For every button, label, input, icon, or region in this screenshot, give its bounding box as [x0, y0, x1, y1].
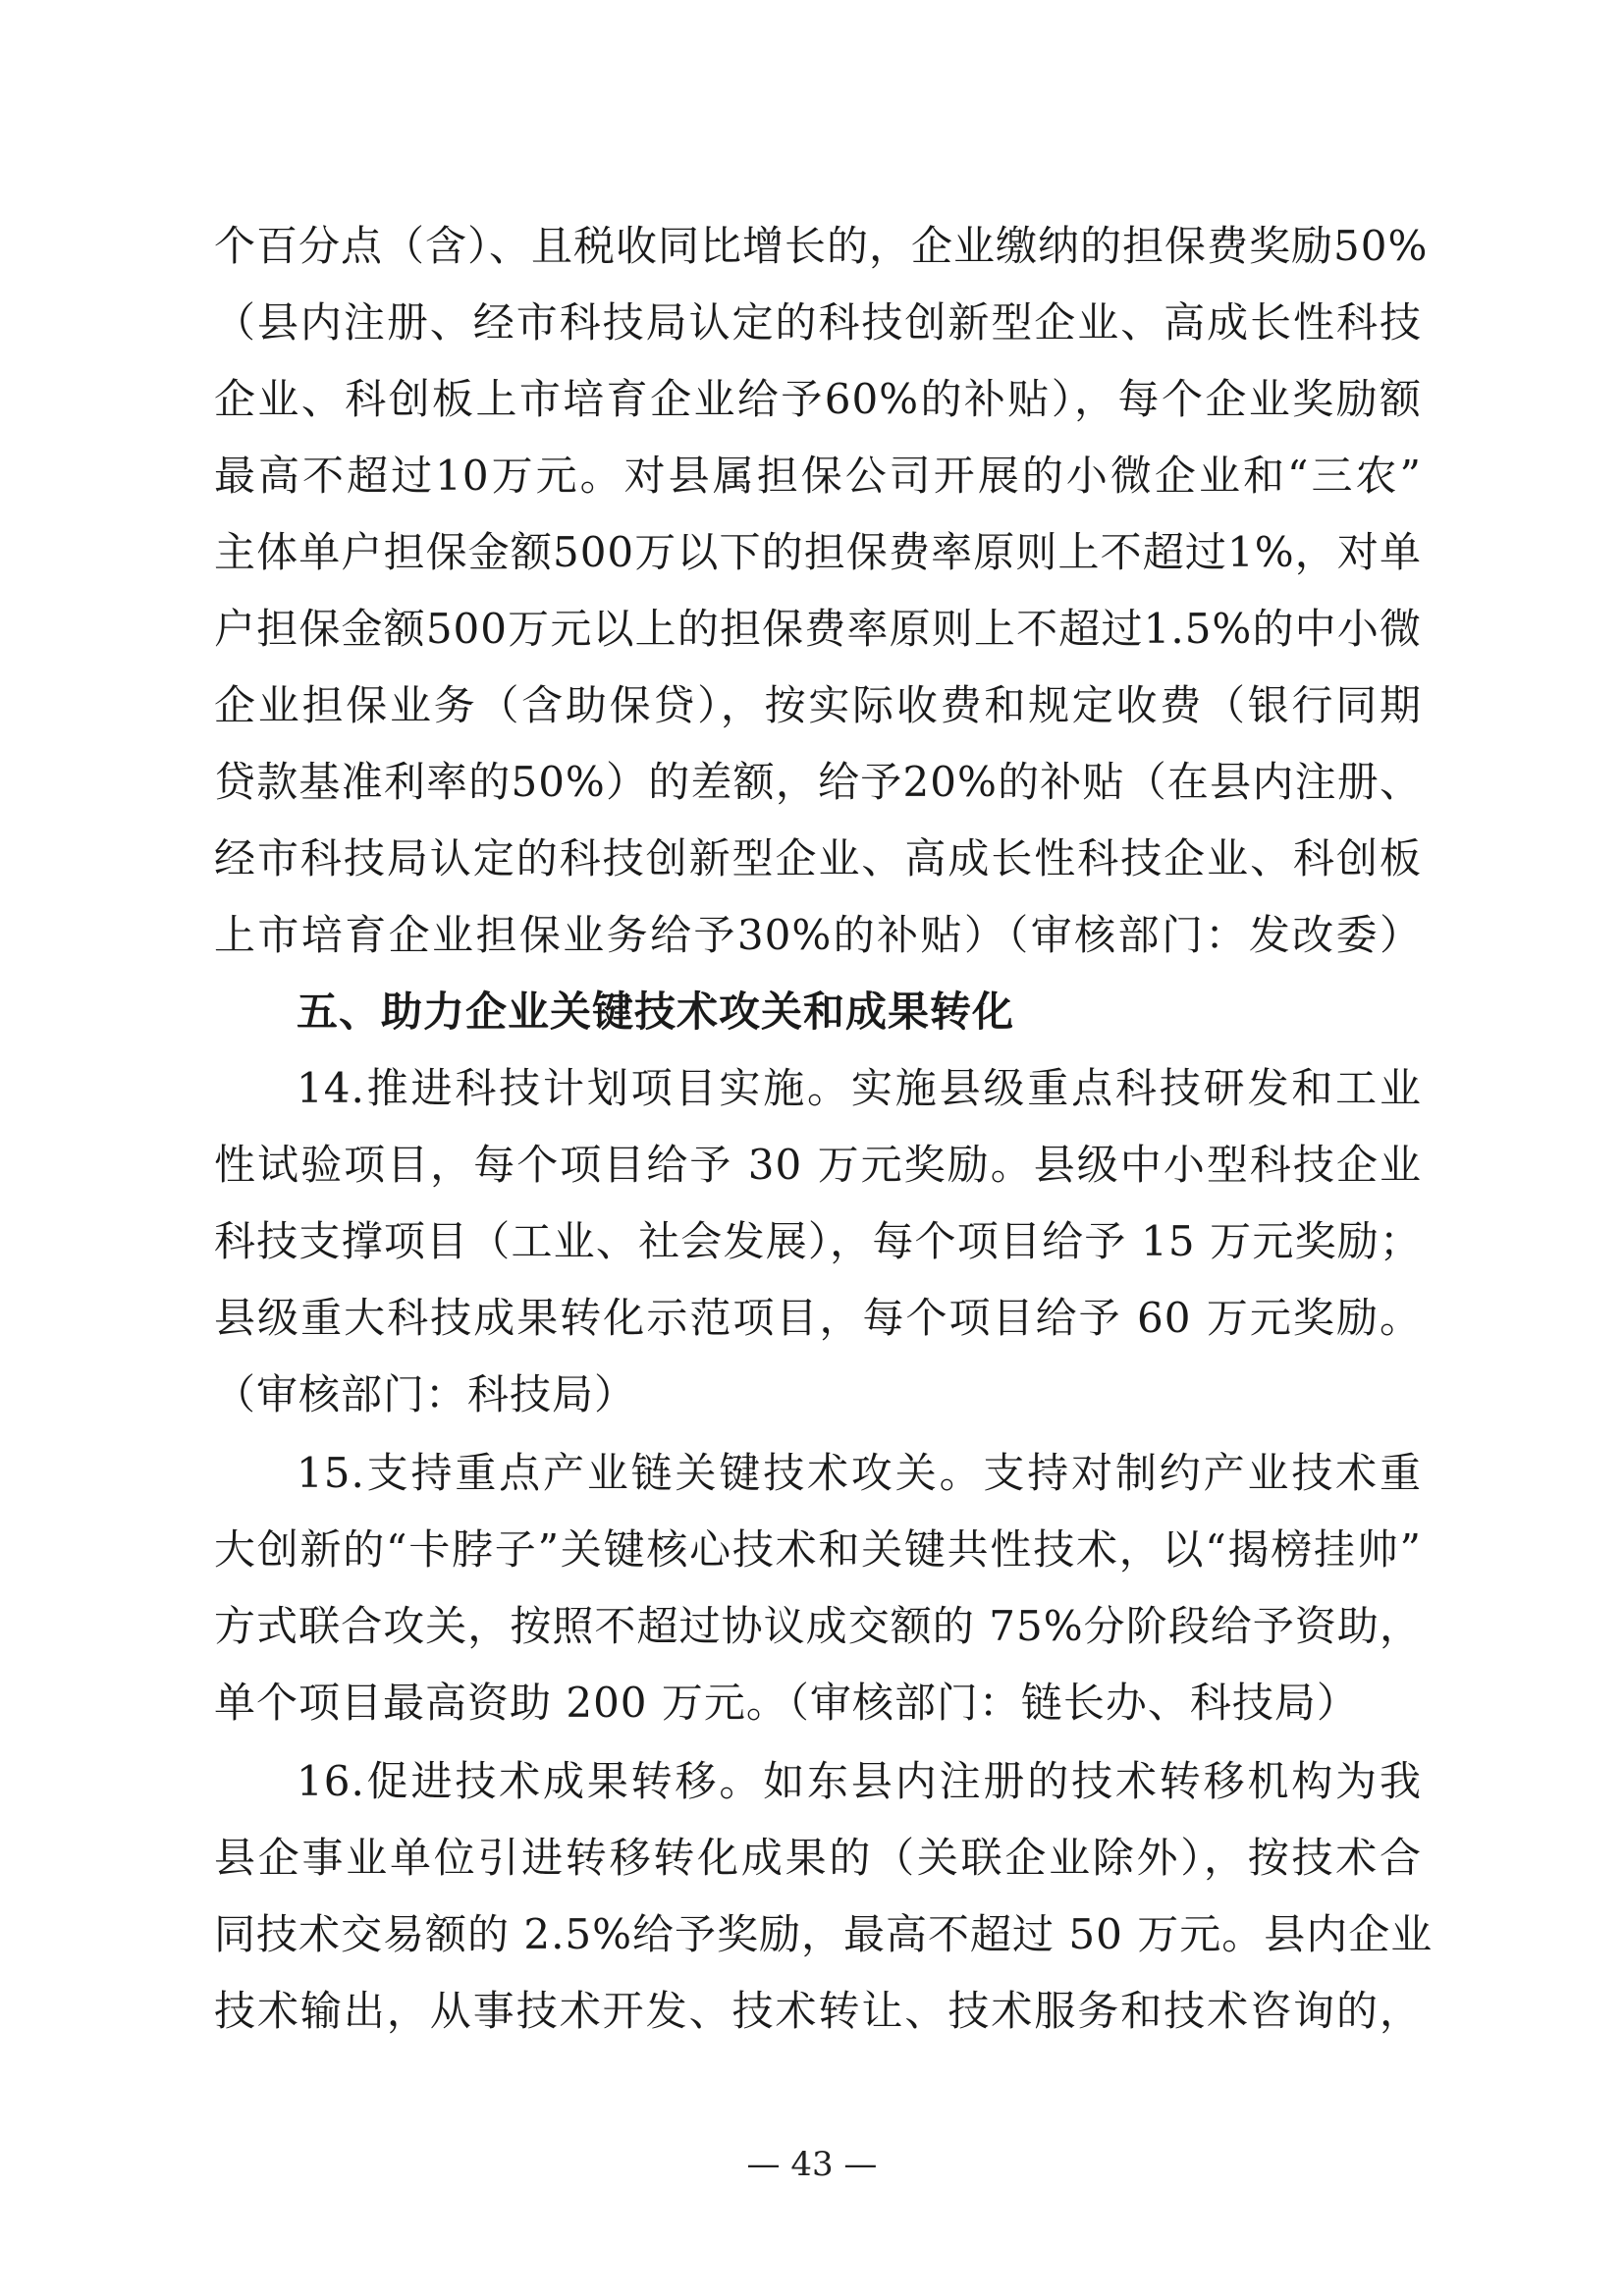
- item-16-line: 同技术交易额的 2.5%给予奖励，最高不超过 50 万元。县内企业: [214, 1910, 1434, 1958]
- paragraph-line: 个百分点（含）、且税收同比增长的，企业缴纳的担保费奖励50%: [214, 222, 1429, 270]
- item-16-line: 县企事业单位引进转移转化成果的（关联企业除外），按技术合: [214, 1834, 1422, 1882]
- item-16-line: 16.促进技术成果转移。如东县内注册的技术转移机构为我: [297, 1757, 1422, 1805]
- item-15-line: 大创新的“卡脖子”关键核心技术和关键共性技术，以“揭榜挂帅”: [214, 1525, 1422, 1574]
- item-15-line: 方式联合攻关，按照不超过协议成交额的 75%分阶段给予资助，: [214, 1602, 1422, 1650]
- section-heading: 五、助力企业关键技术攻关和成果转化: [297, 988, 1015, 1036]
- item-14-line: 科技支撑项目（工业、社会发展），每个项目给予 15 万元奖励；: [214, 1217, 1422, 1265]
- paragraph-line: （县内注册、经市科技局认定的科技创新型企业、高成长性科技: [214, 298, 1422, 347]
- item-14-line: 14.推进科技计划项目实施。实施县级重点科技研发和工业: [297, 1064, 1422, 1112]
- item-14-line: 县级重大科技成果转化示范项目，每个项目给予 60 万元奖励。: [214, 1294, 1422, 1342]
- paragraph-line: 最高不超过10万元。对县属担保公司开展的小微企业和“三农”: [214, 452, 1422, 500]
- item-15-line: 15.支持重点产业链关键技术攻关。支持对制约产业技术重: [297, 1449, 1422, 1497]
- item-14-line: 性试验项目，每个项目给予 30 万元奖励。县级中小型科技企业: [214, 1141, 1422, 1189]
- page-number: — 43 —: [746, 2145, 878, 2184]
- item-16-line: 技术输出，从事技术开发、技术转让、技术服务和技术咨询的，: [214, 1987, 1422, 2035]
- item-14-line: （审核部门：科技局）: [214, 1370, 637, 1418]
- paragraph-line: 企业担保业务（含助保贷），按实际收费和规定收费（银行同期: [214, 681, 1422, 729]
- item-15-line: 单个项目最高资助 200 万元。（审核部门：链长办、科技局）: [214, 1679, 1359, 1727]
- paragraph-line: 上市培育企业担保业务给予30%的补贴）（审核部门：发改委）: [214, 911, 1422, 959]
- paragraph-line: 贷款基准利率的50%）的差额，给予20%的补贴（在县内注册、: [214, 758, 1422, 806]
- paragraph-line: 户担保金额500万元以上的担保费率原则上不超过1.5%的中小微: [214, 605, 1422, 653]
- paragraph-line: 经市科技局认定的科技创新型企业、高成长性科技企业、科创板: [214, 834, 1422, 882]
- paragraph-line: 企业、科创板上市培育企业给予60%的补贴），每个企业奖励额: [214, 375, 1422, 423]
- paragraph-line: 主体单户担保金额500万以下的担保费率原则上不超过1%，对单: [214, 528, 1422, 576]
